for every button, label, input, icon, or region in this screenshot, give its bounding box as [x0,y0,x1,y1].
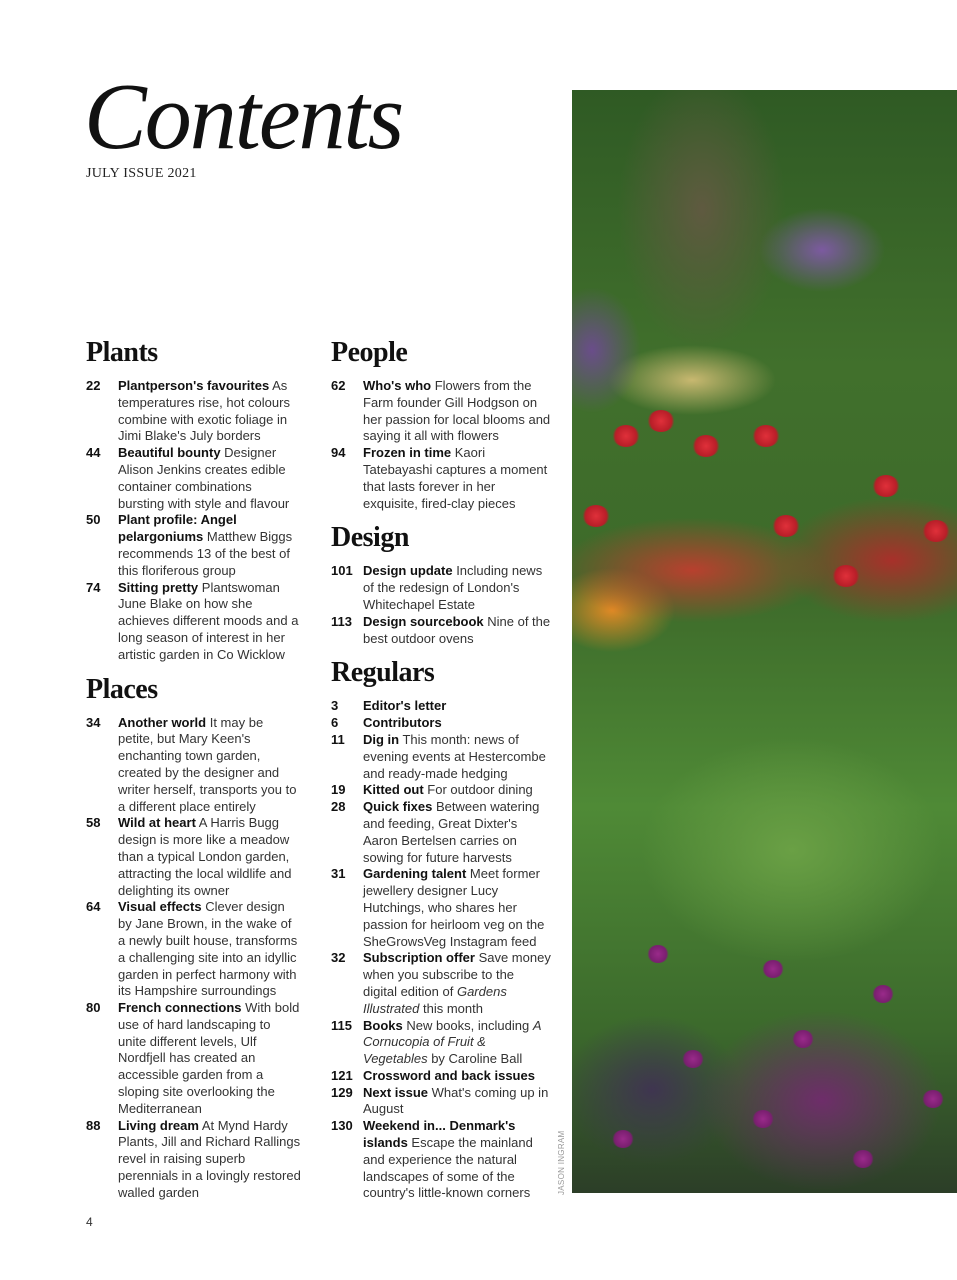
entry-page-number: 88 [86,1117,101,1133]
entry-page-number: 32 [331,950,346,966]
section-heading: Regulars [331,657,435,689]
section-heading: Design [331,522,409,554]
contents-entry[interactable] [331,1085,551,1119]
entry-title: Design update [363,563,453,579]
entry-title: Beautiful bounty [118,445,221,461]
entry-description: Nine of the best outdoor ovens [363,613,551,646]
entry-text [363,1018,551,1068]
entry-page-number: 101 [331,563,353,579]
entry-page-number: 6 [331,715,339,731]
contents-section [331,336,551,512]
entry-description: Gardens Illustrated [363,983,507,1016]
section-heading: Plants [86,337,158,368]
entry-title: Sitting pretty [118,579,199,595]
entry-description: Save money when you subscribe to the digital edition of [363,950,551,999]
entry-page-number: 80 [86,1000,101,1016]
entry-description: Including news of the redesign of London's Whitechapel Estate [363,563,543,612]
entry-description: Kaori Tatebayashi captures a moment that lasts forever in her exquisite, fired-clay pieces [363,445,548,511]
entry-page-number: 34 [86,714,101,730]
entry-title: Dig in [363,731,400,747]
contents-entry[interactable] [86,580,301,664]
entry-page-number: 64 [86,899,101,915]
entry-text [363,715,551,732]
entry-description: Matthew Biggs recommends 13 of the best of this floriferous group [118,529,293,578]
entry-title: Plantperson's favourites [118,378,270,393]
entry-text [118,815,301,899]
entry-title: Who's who [363,378,432,393]
entry-page-number: 58 [86,815,101,831]
entry-description: Plantswoman June Blake on how she achieves different moods and a long season of interest in her artistic garden in Co Wicklow [118,579,299,662]
entry-text [363,698,551,715]
entry-title: Subscription offer [363,950,475,966]
entry-title: Contributors [363,715,442,731]
entry-page-number: 115 [331,1017,352,1033]
entry-text [363,614,551,648]
entry-text [363,563,551,613]
entry-description: What's coming up in August [363,1084,549,1117]
entry-text [363,732,551,782]
entry-description: This month: news of evening events at Hestercombe and ready-made hedging [363,731,546,781]
contents-section [86,336,301,664]
entry-page-number: 94 [331,445,346,461]
entry-title: Quick fixes [363,799,433,815]
entry-description: Between watering and feeding, Great Dixter's Aaron Bertelsen carries on sowing for future harvests [363,799,540,865]
contents-entry[interactable] [86,1000,301,1118]
entry-text [363,782,551,799]
contents-entry[interactable] [331,950,551,1017]
entry-description: A Cornucopia of Fruit & Vegetables [363,1017,542,1067]
entry-description: this month [419,1000,483,1016]
contents-entry[interactable] [331,732,551,782]
contents-section [331,521,551,647]
entry-page-number: 129 [331,1084,353,1100]
entry-title: Gardening talent [363,866,467,882]
entry-page-number: 22 [86,378,101,393]
contents-section [331,656,551,1202]
contents-entry[interactable] [331,698,551,715]
entry-page-number: 3 [331,698,339,714]
contents-entry[interactable] [331,799,551,866]
entry-text [363,1068,551,1085]
entry-text [363,445,551,512]
entry-text [118,512,301,579]
entry-page-number: 50 [86,512,101,528]
entry-description: As temperatures rise, hot colours combine with exotic foliage in Jimi Blake's July borders [118,378,290,444]
section-heading: Places [86,673,158,705]
contents-column-right [331,336,551,1211]
contents-entry[interactable] [86,512,301,579]
section-heading: People [331,337,408,368]
contents-entry[interactable] [331,866,551,950]
entry-page-number: 31 [331,866,346,882]
entry-text [363,866,551,950]
entry-title: Visual effects [118,899,202,915]
entry-description: For outdoor dining [423,782,533,798]
entry-title: Kitted out [363,782,424,798]
entry-text [118,445,301,512]
entry-text [118,378,301,445]
entry-description: Designer Alison Jenkins creates edible container combinations bursting with style and flavour [118,445,290,511]
entry-text [118,715,301,816]
entry-text [363,950,551,1017]
contents-entry[interactable] [331,445,551,512]
entry-text [118,899,301,1000]
entry-title: Living dream [118,1117,199,1133]
contents-entry[interactable] [331,1068,551,1085]
entry-title: Weekend in... Denmark's islands [363,1118,516,1151]
entry-description: Flowers from the Farm founder Gill Hodgson on her passion for local blooms and saying it all with flowers [363,378,551,444]
entry-text [363,799,551,866]
entry-page-number: 74 [86,579,101,595]
entry-description: New books, including [402,1017,533,1033]
issue-date: JULY ISSUE 2021 [86,166,197,181]
entry-description: Escape the mainland and experience the natural landscapes of some of the country's little-known corners [363,1135,533,1201]
entry-page-number: 62 [331,378,346,393]
entry-description: by Caroline Ball [427,1051,523,1067]
contents-entry[interactable] [331,614,551,648]
contents-column-left [86,336,301,1211]
photo-credit: JASON INGRAM [557,1130,566,1195]
entry-title: French connections [118,1000,242,1016]
contents-entry[interactable] [331,1018,551,1068]
contents-entry[interactable] [331,378,551,445]
entry-description: A Harris Bugg design is more like a meadow than a typical London garden, attracting the local wildlife and delighting its owner [118,815,292,898]
entry-title: Plant profile: Angel pelargoniums [118,512,237,545]
contents-entry[interactable] [86,1118,301,1202]
entry-page-number: 11 [331,731,345,747]
entry-page-number: 19 [331,782,346,798]
entry-description: Clever design by Jane Brown, in the wake of a newly built house, transforms a challenging site into an idyllic garden in perfect harmony with its Hampshire surroundings [118,899,298,999]
contents-section [86,673,301,1202]
entry-text [363,378,551,445]
entry-description: Meet former jewellery designer Lucy Hutchings, who shares her passion for heirloom veg on the SheGrowsVeg Instagram feed [363,866,545,949]
contents-entry[interactable] [86,815,301,899]
entry-title: Next issue [363,1084,429,1100]
entry-title: Frozen in time [363,445,452,461]
entry-page-number: 44 [86,445,101,461]
entry-description: It may be petite, but Mary Keen's enchanting town garden, created by the designer and writer herself, transports you to a different place entirely [118,714,297,814]
entry-title: Editor's letter [363,698,447,714]
entry-page-number: 28 [331,799,346,815]
entry-text [118,1118,301,1202]
entry-text [363,1118,551,1202]
entry-text [363,1085,551,1119]
entry-title: Crossword and back issues [363,1067,535,1083]
entry-description: At Mynd Hardy Plants, Jill and Richard Rallings revel in raising superb perennials in a lovingly restored walled garden [118,1117,301,1200]
contents-entry[interactable] [331,1118,551,1202]
entry-page-number: 130 [331,1118,353,1134]
entry-description: With bold use of hard landscaping to unite different levels, Ulf Nordfjell has created an accessible garden from a sloping site overlooking the Mediterranean [118,1000,300,1116]
contents-entry[interactable] [86,445,301,512]
entry-title: Books [363,1017,403,1033]
entry-title: Wild at heart [118,815,196,831]
contents-entry[interactable] [86,715,301,816]
entry-page-number: 113 [331,613,352,629]
entry-text [118,1000,301,1118]
page-title: Contents [84,65,403,169]
contents-entry[interactable] [86,899,301,1000]
garden-photo [572,90,957,1193]
contents-entry[interactable] [331,563,551,613]
entry-text [118,580,301,664]
contents-entry[interactable] [86,378,301,445]
entry-title: Design sourcebook [363,613,484,629]
contents-entry[interactable] [331,782,551,799]
contents-entry[interactable] [331,715,551,732]
page-number: 4 [86,1215,93,1229]
entry-title: Another world [118,714,207,730]
entry-page-number: 121 [331,1067,353,1083]
